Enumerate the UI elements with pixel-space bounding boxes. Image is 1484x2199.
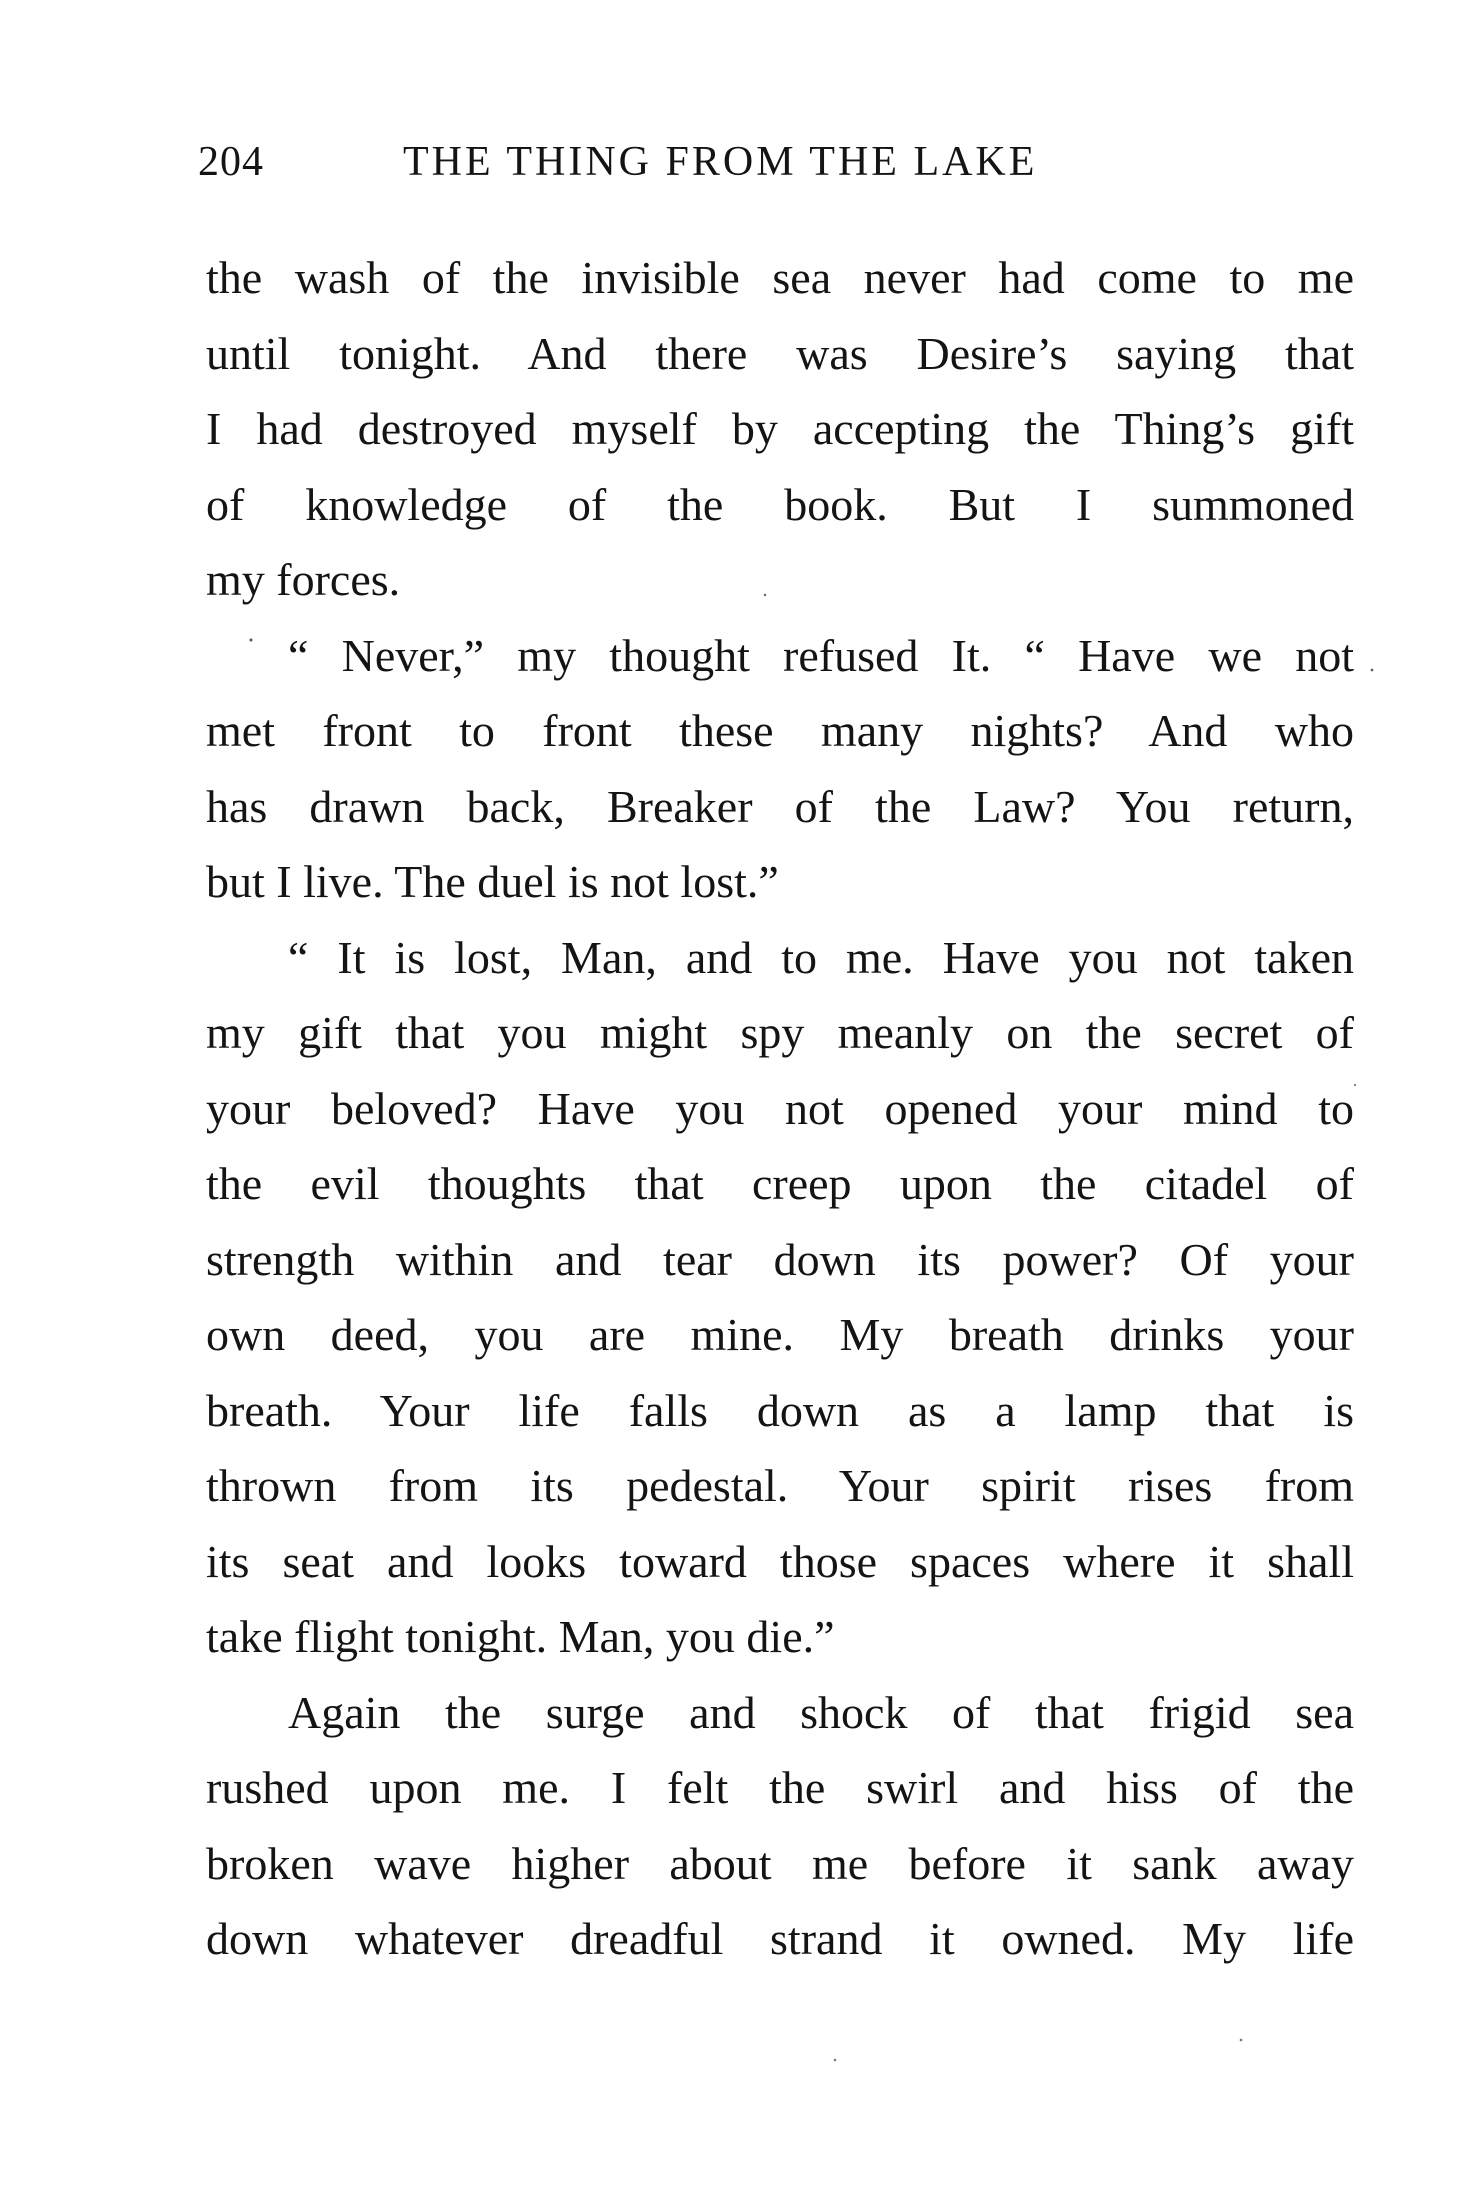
text-line: “ Never,” my thought refused It. “ Have we not — [288, 629, 1354, 681]
text-line: rushed upon me. I felt the swirl and hiss of the — [206, 1762, 1354, 1813]
text-line: breath. Your life falls down as a lamp that is — [206, 1384, 1354, 1436]
text-line: your beloved? Have you not opened your mind to — [206, 1082, 1354, 1134]
text-line: I had destroyed myself by accepting the Thing’s gift — [206, 403, 1354, 454]
speck — [1240, 2039, 1243, 2042]
text-line: my gift that you might spy meanly on the secret of — [206, 1007, 1354, 1058]
running-title: THE THING FROM THE LAKE — [403, 139, 1038, 185]
text-line: take flight tonight. Man, you die.” — [206, 1611, 835, 1662]
text-line: down whatever dreadful strand it owned. My life — [206, 1913, 1354, 1964]
page-header — [198, 138, 1353, 208]
text-line: has drawn back, Breaker of the Law? You return, — [206, 780, 1354, 832]
text-line: “ It is lost, Man, and to me. Have you not taken — [288, 931, 1354, 983]
text-line: thrown from its pedestal. Your spirit rises from — [206, 1460, 1354, 1511]
text-line: own deed, you are mine. My breath drinks your — [206, 1309, 1354, 1360]
body-text — [206, 240, 1354, 1977]
text-line: but I live. The duel is not lost.” — [206, 856, 779, 907]
text-line: until tonight. And there was Desire’s saying that — [206, 327, 1354, 379]
text-line: my forces. — [206, 554, 401, 605]
speck — [834, 2059, 837, 2062]
text-line: the evil thoughts that creep upon the citadel of — [206, 1158, 1354, 1209]
text-line: strength within and tear down its power? Of your — [206, 1233, 1354, 1285]
text-line: the wash of the invisible sea never had come to me — [206, 252, 1354, 303]
text-line: Again the surge and shock of that frigid sea — [288, 1686, 1354, 1738]
text-line: its seat and looks toward those spaces where it shall — [206, 1535, 1354, 1587]
text-line: of knowledge of the book. But I summoned — [206, 478, 1354, 530]
page-number: 204 — [198, 139, 264, 185]
speck — [1354, 1084, 1356, 1086]
text-line: met front to front these many nights? And who — [206, 705, 1354, 756]
text-line: broken wave higher about me before it sank away — [206, 1837, 1354, 1889]
speck — [1371, 669, 1374, 672]
